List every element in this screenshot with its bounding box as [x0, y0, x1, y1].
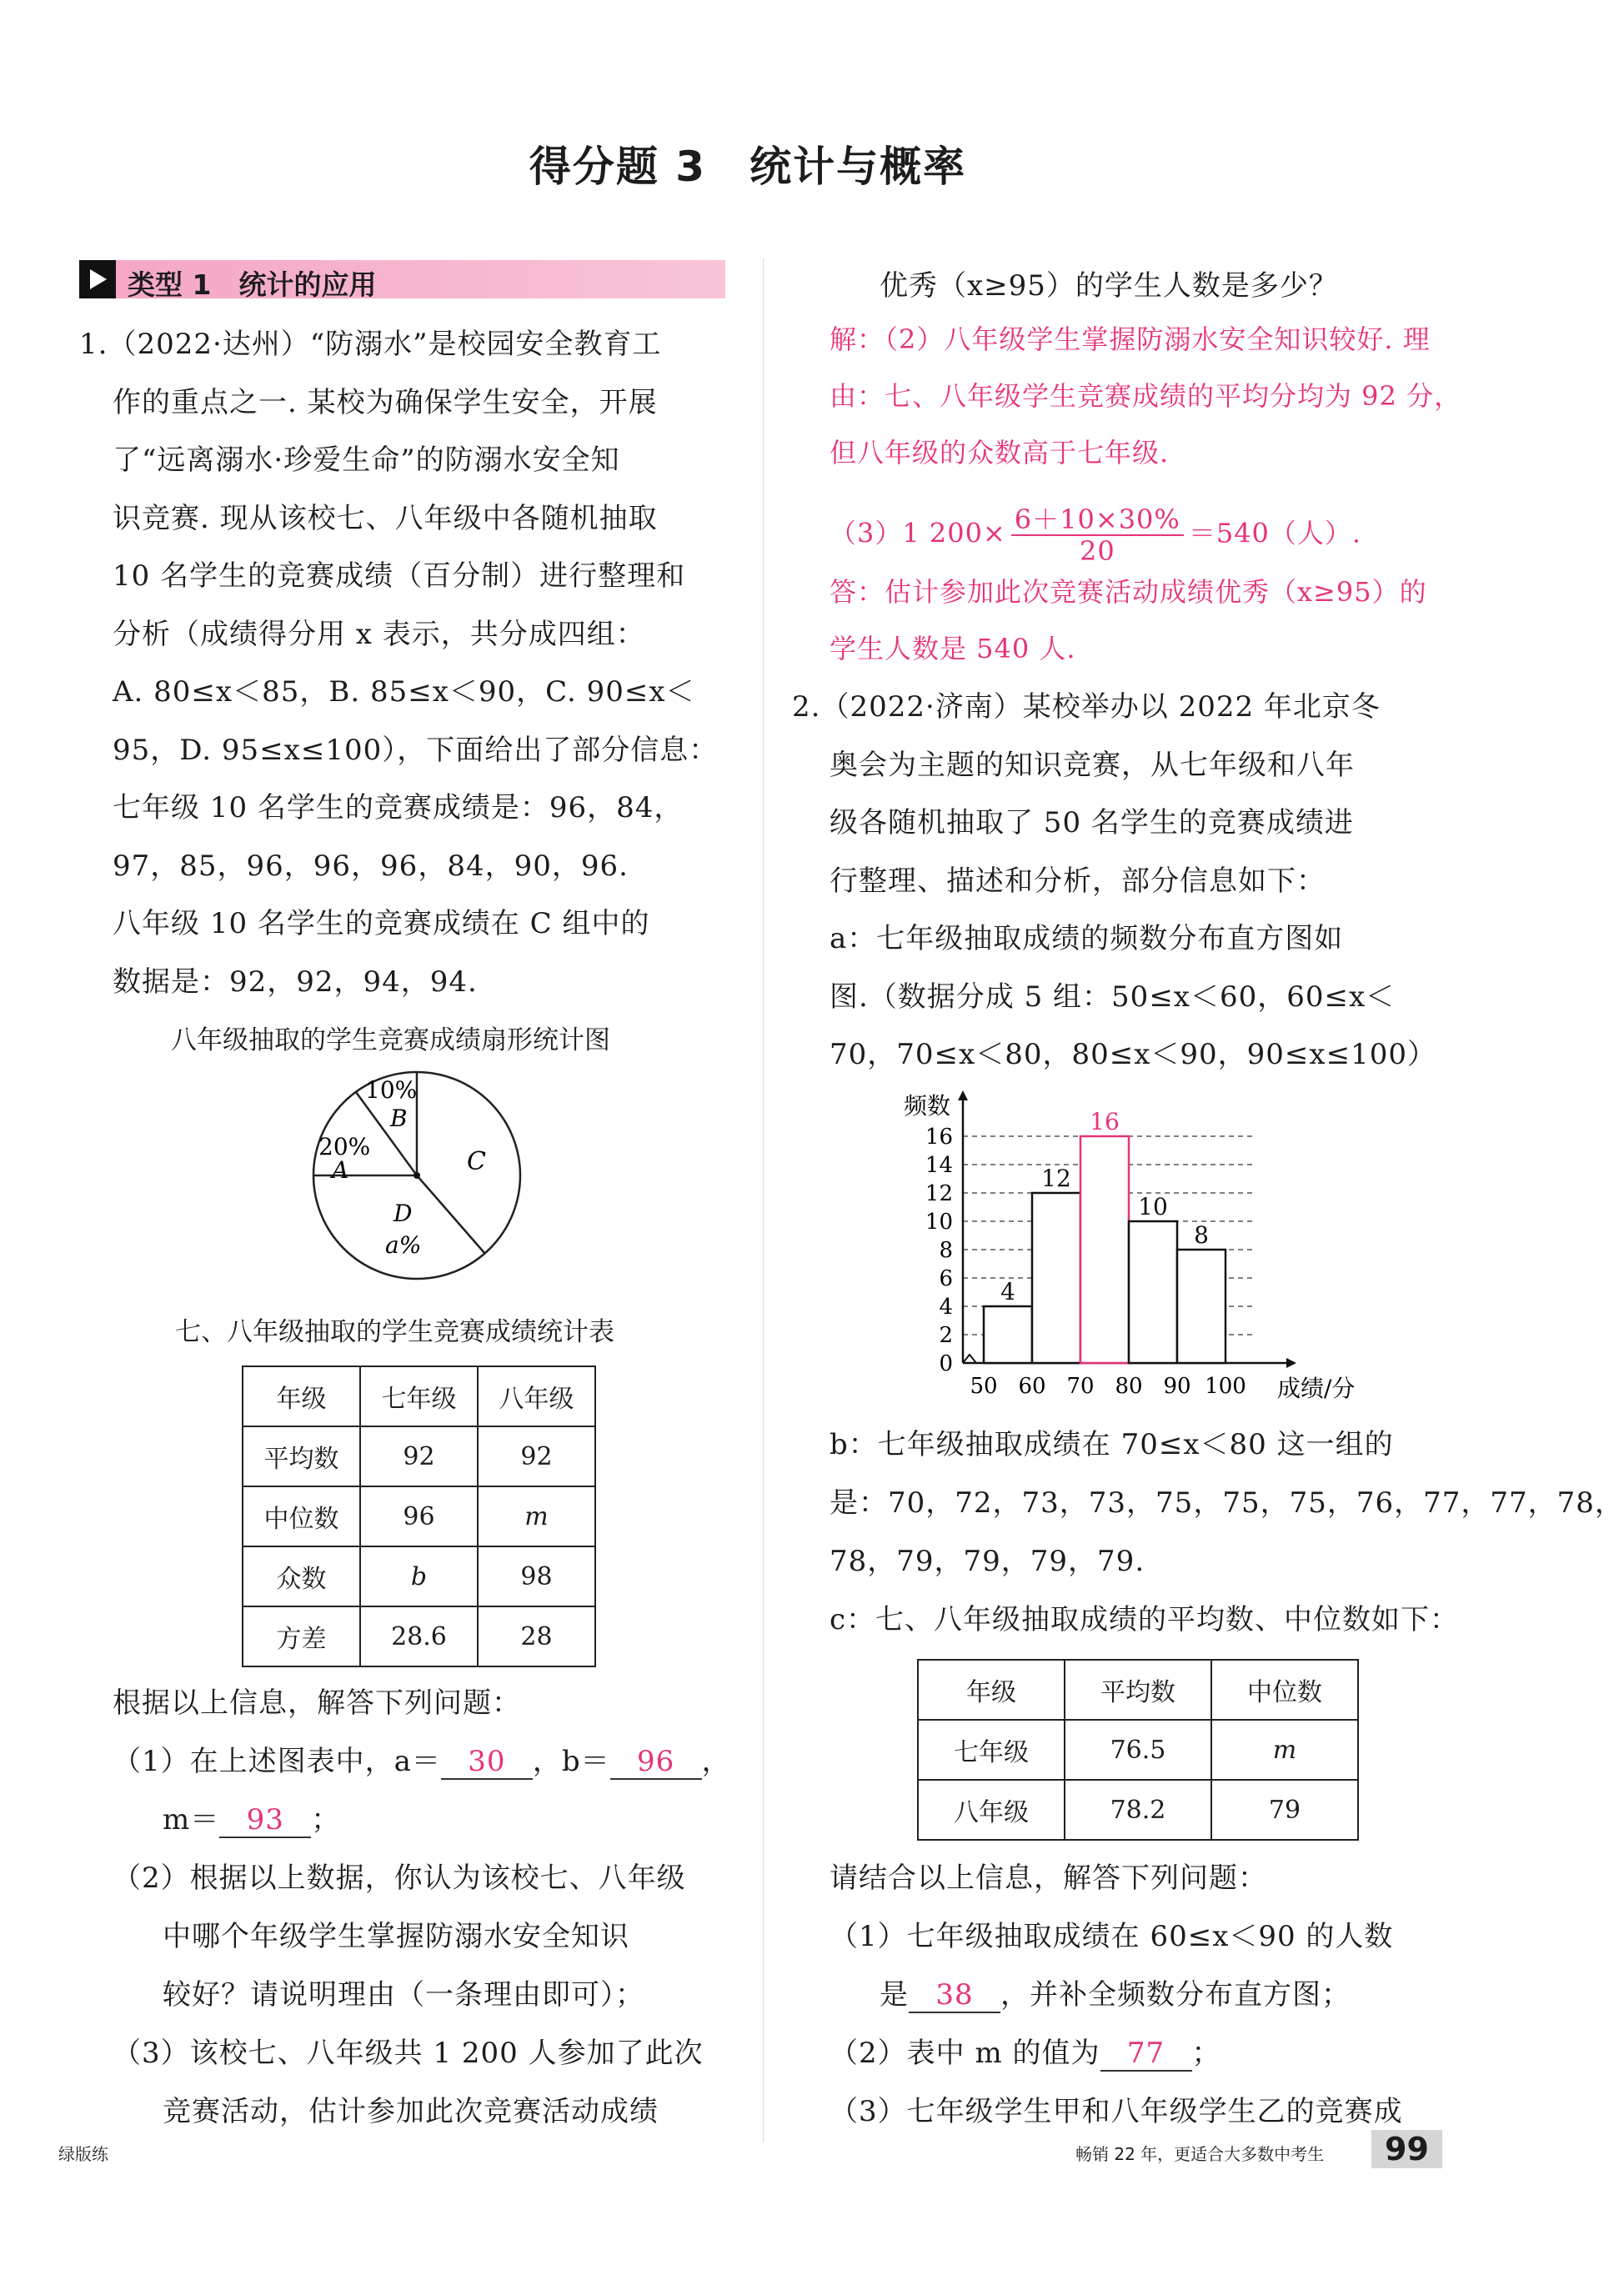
table-header-row — [243, 1366, 595, 1426]
problem-2-line: 行整理、描述和分析，部分信息如下： — [830, 864, 1326, 898]
q1-text-m: m＝ — [163, 1803, 220, 1837]
pie-label-d-pct: a% — [385, 1231, 422, 1259]
bar-value-label: 16 — [1090, 1108, 1120, 1135]
table-cell: 28 — [478, 1606, 595, 1666]
table-cell: 92 — [478, 1426, 595, 1486]
table-cell: 平均数 — [243, 1426, 360, 1486]
table-cell: 八年级 — [478, 1366, 595, 1426]
mean-median-table — [917, 1659, 1359, 1841]
play-icon — [79, 260, 116, 298]
question-2-line: （2）根据以上数据，你认为该校七、八年级 — [113, 1862, 686, 1895]
info-b-line: 78，79，79，79，79. — [830, 1545, 1145, 1578]
table-cell: 年级 — [243, 1366, 360, 1426]
answer-3-pre: （3）1 200× — [830, 517, 1006, 549]
histogram-bar — [1080, 1136, 1129, 1363]
x-axis-title: 成绩/分 — [1277, 1375, 1356, 1402]
section-banner — [79, 260, 725, 301]
pie-divider-d — [417, 1175, 485, 1254]
pie-center — [414, 1172, 420, 1179]
answer-final-line: 答：估计参加此次竞赛活动成绩优秀（x≥95）的 — [830, 576, 1427, 608]
problem-2-line: 奥会为主题的知识竞赛，从七年级和八年 — [830, 748, 1355, 782]
problem-2-line: 2.（2022·济南）某校举办以 2022 年北京冬 — [792, 690, 1381, 724]
pie-label-d: D — [393, 1200, 413, 1227]
table-cell: 七年级 — [360, 1366, 478, 1426]
table-cell: 79 — [1211, 1780, 1358, 1840]
y-tick-label: 2 — [939, 1323, 953, 1348]
answer-2-line: 由：七、八年级学生竞赛成绩的平均分均为 92 分， — [830, 380, 1462, 412]
table-cell: b — [360, 1546, 478, 1606]
y-tick-label: 14 — [925, 1153, 953, 1178]
q2-question-1-line-2 — [880, 1972, 1351, 2013]
section-title: 类型 1 统计的应用 — [128, 268, 377, 301]
x-tick-label: 50 — [970, 1374, 998, 1399]
problem-1-line: 数据是：92，92，94，94. — [113, 965, 478, 999]
y-tick-label: 4 — [939, 1295, 953, 1320]
table-row — [243, 1546, 595, 1606]
histogram-bars — [984, 1108, 1226, 1363]
bar-value-label: 4 — [1000, 1278, 1015, 1305]
answer-2-line: 但八年级的众数高于七年级. — [830, 437, 1170, 469]
table-cell: 七年级 — [918, 1720, 1065, 1780]
problem-2-line: a：七年级抽取成绩的频数分布直方图如 — [830, 922, 1344, 955]
table-cell: 76.5 — [1065, 1720, 1211, 1780]
questions-intro: 根据以上信息，解答下列问题： — [113, 1686, 521, 1720]
answer-2-line: 解：（2）八年级学生掌握防溺水安全知识较好. 理 — [830, 323, 1431, 355]
answer-3-fraction — [1011, 504, 1184, 566]
pie-label-b-pct: 10% — [365, 1076, 418, 1104]
problem-2-line: 图.（数据分成 5 组：50≤x＜60，60≤x＜ — [830, 980, 1396, 1014]
y-tick-label: 6 — [939, 1266, 953, 1291]
column-divider — [763, 258, 764, 2142]
problem-1-line: 作的重点之一. 某校为确保学生安全，开展 — [113, 385, 658, 419]
table-cell: 98 — [478, 1546, 595, 1606]
q2-question-1: （1）七年级抽取成绩在 60≤x＜90 的人数 — [830, 1920, 1394, 1953]
q1-pre: 是 — [880, 1978, 909, 2012]
y-tick-label: 8 — [939, 1238, 953, 1263]
q2-post: ； — [1191, 2037, 1221, 2070]
question-3-line: 竞赛活动，估计参加此次竞赛活动成绩 — [163, 2095, 659, 2128]
x-axis-arrow — [1286, 1358, 1296, 1368]
problem-2-line: 级各随机抽取了 50 名学生的竞赛成绩进 — [830, 806, 1354, 839]
pie-chart — [300, 1071, 534, 1280]
pie-label-a: A — [332, 1156, 349, 1184]
table-cell: 平均数 — [1065, 1660, 1211, 1720]
table-cell: 八年级 — [918, 1780, 1065, 1840]
table-cell: 96 — [360, 1486, 478, 1546]
table-cell: 年级 — [918, 1660, 1065, 1720]
y-tick-label: 12 — [925, 1181, 953, 1206]
table-cell: 28.6 — [360, 1606, 478, 1666]
info-c-text: c：七、八年级抽取成绩的平均数、中位数如下： — [830, 1603, 1460, 1636]
q1-text-c: ， — [701, 1745, 731, 1778]
table-cell: 众数 — [243, 1546, 360, 1606]
problem-1-line: 八年级 10 名学生的竞赛成绩在 C 组中的 — [113, 907, 650, 940]
problem-1-line: 识竞赛. 现从该校七、八年级中各随机抽取 — [113, 501, 658, 535]
problem-1-line: 七年级 10 名学生的竞赛成绩是：96，84， — [113, 791, 684, 824]
answer-b[interactable]: 96 — [610, 1745, 702, 1780]
problem-1-continuation: 优秀（x≥95）的学生人数是多少？ — [880, 269, 1338, 303]
q2-pre: （2）表中 m 的值为 — [830, 2037, 1100, 2070]
page-title: 得分题 3 统计与概率 — [529, 143, 967, 191]
problem-1-line: 95，D. 95≤x≤100），下面给出了部分信息： — [113, 733, 719, 767]
histogram-bar — [1177, 1250, 1226, 1363]
answer-final-line: 学生人数是 540 人. — [830, 633, 1076, 664]
bar-value-label: 8 — [1194, 1221, 1209, 1249]
answer-3-post: ＝540（人）. — [1188, 517, 1362, 549]
histogram-bar — [1129, 1221, 1177, 1363]
info-b-line: 是：70，72，73，73，75，75，75，76，77，77，78， — [830, 1486, 1624, 1520]
x-tick-labels — [970, 1374, 1246, 1399]
answer-a[interactable]: 30 — [441, 1745, 533, 1780]
pie-label-c: C — [467, 1147, 486, 1176]
table-cell: 方差 — [243, 1606, 360, 1666]
problem-2-line: 70，70≤x＜80，80≤x＜90，90≤x≤100） — [830, 1038, 1436, 1071]
q1-post: ，并补全频数分布直方图； — [1000, 1978, 1351, 2012]
problem-1-line: 97，85，96，96，96，84，90，96. — [113, 849, 629, 883]
y-tick-label: 0 — [939, 1351, 953, 1376]
question-1-line-2 — [163, 1796, 340, 1838]
score-stats-table — [242, 1366, 596, 1667]
table-cell: m — [1211, 1720, 1358, 1780]
x-tick-label: 70 — [1066, 1374, 1095, 1399]
pie-caption: 八年级抽取的学生竞赛成绩扇形统计图 — [171, 1025, 610, 1055]
bar-value-label: 12 — [1041, 1165, 1071, 1192]
y-axis-arrow — [958, 1090, 968, 1100]
problem-1-line: 了“远离溺水·珍爱生命”的防溺水安全知 — [113, 443, 620, 477]
answer-60-90-count[interactable]: 38 — [909, 1978, 1000, 2013]
x-tick-label: 90 — [1163, 1374, 1191, 1399]
question-2-line: 中哪个年级学生掌握防溺水安全知识 — [163, 1920, 629, 1953]
fraction-denominator: 20 — [1079, 535, 1115, 567]
answer-3-line — [830, 504, 1361, 566]
footer-slogan: 畅销 22 年，更适合大多数中考生 — [1075, 2144, 1325, 2164]
table-row — [243, 1426, 595, 1486]
problem-1-line: 1.（2022·达州）“防溺水”是校园安全教育工 — [79, 328, 662, 361]
q1-text-end: ； — [311, 1803, 341, 1837]
y-tick-labels — [925, 1125, 953, 1376]
bar-value-label: 10 — [1138, 1193, 1168, 1220]
x-tick-label: 60 — [1018, 1374, 1046, 1399]
q1-text-b: ，b＝ — [532, 1745, 610, 1778]
fraction-numerator: 6＋10×30% — [1011, 504, 1184, 536]
x-tick-label: 80 — [1115, 1374, 1143, 1399]
table1-caption: 七、八年级抽取的学生竞赛成绩统计表 — [175, 1317, 614, 1347]
table-cell: 92 — [360, 1426, 478, 1486]
problem-1-line: 10 名学生的竞赛成绩（百分制）进行整理和 — [113, 559, 686, 593]
histogram-chart — [900, 1084, 1401, 1409]
x-tick-label: 100 — [1205, 1374, 1246, 1399]
table-cell: 中位数 — [243, 1486, 360, 1546]
pie-label-a-pct: 20% — [318, 1133, 371, 1160]
q2-question-3: （3）七年级学生甲和八年级学生乙的竞赛成 — [830, 2095, 1403, 2128]
y-tick-label: 10 — [925, 1210, 953, 1235]
page-number: 99 — [1371, 2130, 1442, 2168]
table-row — [243, 1606, 595, 1666]
q1-text: （1）在上述图表中，a＝ — [113, 1745, 441, 1778]
table-cell: 78.2 — [1065, 1780, 1211, 1840]
answer-m-value[interactable]: 77 — [1100, 2037, 1192, 2072]
y-axis-title: 频数 — [904, 1092, 951, 1120]
pie-label-b: B — [390, 1105, 408, 1132]
table-row — [918, 1780, 1358, 1840]
question-2-line: 较好？请说明理由（一条理由即可）； — [163, 1978, 644, 2012]
histogram-bar — [984, 1306, 1032, 1363]
histogram-bar — [1032, 1193, 1080, 1363]
info-b-line: b：七年级抽取成绩在 70≤x＜80 这一组的 — [830, 1428, 1394, 1461]
question-1-line — [113, 1738, 731, 1780]
problem-1-line: A. 80≤x＜85，B. 85≤x＜90，C. 90≤x＜ — [113, 675, 695, 709]
answer-m[interactable]: 93 — [219, 1803, 311, 1838]
table-header-row — [918, 1660, 1358, 1720]
table-row — [243, 1486, 595, 1546]
footer-left: 绿版练 — [58, 2144, 108, 2164]
y-tick-label: 16 — [925, 1125, 953, 1150]
q2-question-2 — [830, 2030, 1221, 2072]
table-row — [918, 1720, 1358, 1780]
problem-1-line: 分析（成绩得分用 x 表示，共分成四组： — [113, 617, 645, 651]
table-cell: m — [478, 1486, 595, 1546]
table-cell: 中位数 — [1211, 1660, 1358, 1720]
question-3-line: （3）该校七、八年级共 1 200 人参加了此次 — [113, 2037, 704, 2070]
questions-intro-2: 请结合以上信息，解答下列问题： — [830, 1862, 1267, 1895]
axis-break — [963, 1355, 976, 1363]
